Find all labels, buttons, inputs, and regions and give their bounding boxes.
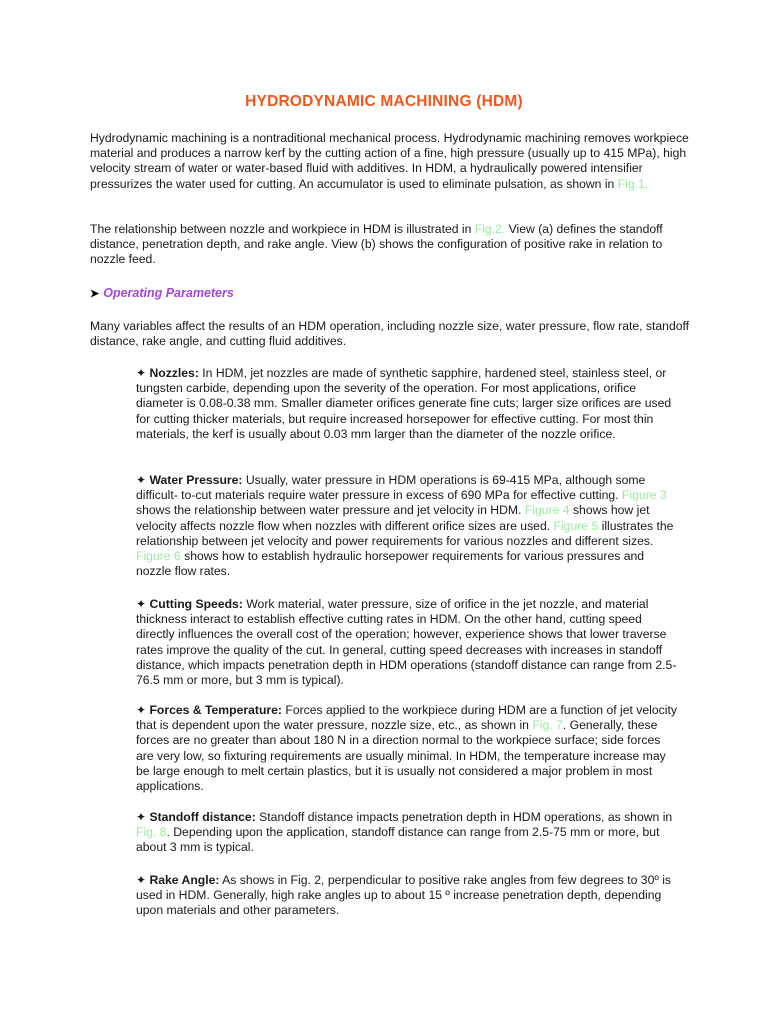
fig2-link[interactable]: Fig.2. [474, 222, 506, 236]
arrow-bullet-icon: ➤ [90, 288, 100, 300]
water-pressure-text-4: illustrates the relationship between jet velocity and power requirements for various nozzles and different sizes. [136, 518, 674, 548]
figure4-link[interactable]: Figure 4 [524, 503, 570, 518]
relationship-paragraph [90, 222, 690, 268]
star-bullet-icon: ✦ [136, 366, 147, 380]
rake-angle-paragraph [136, 873, 681, 919]
cutting-speeds-paragraph [136, 597, 681, 688]
nozzles-paragraph [136, 366, 681, 442]
figure6-link[interactable]: Figure 6 [136, 549, 181, 564]
star-bullet-icon: ✦ [136, 597, 147, 611]
water-pressure-paragraph [136, 473, 681, 579]
fig1-link[interactable]: Fig.1. [617, 176, 649, 191]
forces-paragraph [136, 703, 681, 794]
forces-label: Forces & Temperature: [149, 703, 282, 717]
fig8-link[interactable]: Fig. 8 [136, 825, 167, 840]
cutting-speeds-text: Work material, water pressure, size of orifice in the jet nozzle, and material thickness interact to establish effective cutting rates in HDM. On the other hand, cutting speed directly influences the overall cost of the operation; however, experience shows that lower traverse rates improve the quality of the cut. In general, cutting speed decreases with increases in standoff distance, which impacts penetration depth in HDM operations (standoff distance can range from 2.5-76.5 mm or more, but 3 mm is typical). [136, 597, 677, 688]
standoff-paragraph [136, 810, 681, 856]
fig7-link[interactable]: Fig. 7 [532, 718, 563, 733]
relationship-text-1: The relationship between nozzle and workpiece in HDM is illustrated in [90, 222, 475, 236]
rake-angle-label: Rake Angle: [149, 873, 220, 887]
rake-angle-text: As shows in Fig. 2, perpendicular to positive rake angles from few degrees to 30º is used in HDM. Generally, high rake angles up to about 15 º increase penetration depth, depending upon materials and other parameters. [136, 873, 671, 918]
water-pressure-text-5: shows how to establish hydraulic horsepower requirements for various pressures and nozzle flow rates. [136, 549, 645, 579]
standoff-text-2: . Depending upon the application, standoff distance can range from 2.5-75 mm or more, but about 3 mm is typical. [136, 825, 660, 855]
star-bullet-icon: ✦ [136, 873, 147, 887]
intro-text: Hydrodynamic machining is a nontraditional mechanical process. Hydrodynamic machining removes workpiece material and produces a narrow kerf by the cutting action of a fine, high pressure (usually up to 415 MPa), high velocity stream of water or water-based fluid with additives. In HDM, a hydraulically powered intensifier pressurizes the water used for cutting. An accumulator is used to eliminate pulsation, as shown in [90, 131, 689, 191]
variables-paragraph: Many variables affect the results of an HDM operation, including nozzle size, water pressure, flow rate, standoff distance, rake angle, and cutting fluid additives. [90, 319, 690, 349]
standoff-text-1: Standoff distance impacts penetration depth in HDM operations, as shown in [255, 810, 673, 824]
figure5-link[interactable]: Figure 5 [553, 518, 599, 533]
water-pressure-text-1: Usually, water pressure in HDM operations is 69-415 MPa, although some difficult- to-cut materials require water pressure in excess of 690 MPa for effective cutting. [136, 473, 646, 503]
nozzles-text: In HDM, jet nozzles are made of synthetic sapphire, hardened steel, stainless steel, or tungsten carbide, depending upon the severity of the operation. For most applications, orifice diameter is 0.08-0.38 mm. Smaller diameter orifices generate fine cuts; larger size orifices are used for cutting thicker materials, but require increased horsepower for effective cutting. For most thin materials, the kerf is usually about 0.03 mm larger than the diameter of the nozzle orifice. [136, 366, 672, 441]
standoff-label: Standoff distance: [149, 810, 256, 824]
intro-paragraph [90, 131, 690, 192]
star-bullet-icon: ✦ [136, 703, 147, 717]
operating-parameters-label: Operating Parameters [103, 286, 234, 300]
forces-text-1: Forces applied to the workpiece during HDM are a function of jet velocity that is dependent upon the water pressure, nozzle size, etc., as shown in [136, 703, 677, 733]
water-pressure-text-2: shows the relationship between water pressure and jet velocity in HDM. [136, 503, 525, 518]
cutting-speeds-label: Cutting Speeds: [149, 597, 243, 611]
water-pressure-text-3: shows how jet velocity affects nozzle flow when nozzles with different orifice sizes are used. [136, 503, 650, 533]
star-bullet-icon: ✦ [136, 810, 147, 824]
nozzles-label: Nozzles: [149, 366, 199, 380]
operating-parameters-heading [90, 286, 234, 300]
figure3-link[interactable]: Figure 3 [621, 488, 667, 503]
page-title: HYDRODYNAMIC MACHINING (HDM) [245, 93, 523, 110]
relationship-text-2: View (a) defines the standoff distance, penetration depth, and rake angle. View (b) shows the configuration of positive rake in relation to nozzle feed. [90, 222, 663, 267]
star-bullet-icon: ✦ [136, 473, 147, 487]
water-pressure-label: Water Pressure: [149, 473, 243, 487]
forces-text-2: . Generally, these forces are no greater than about 180 N in a direction normal to the workpiece surface; side forces are very low, so fixturing requirements are usually minimal. In HDM, the temperature increase may be large enough to melt certain plastics, but it is usually not considered a major problem in most applications. [136, 718, 666, 794]
